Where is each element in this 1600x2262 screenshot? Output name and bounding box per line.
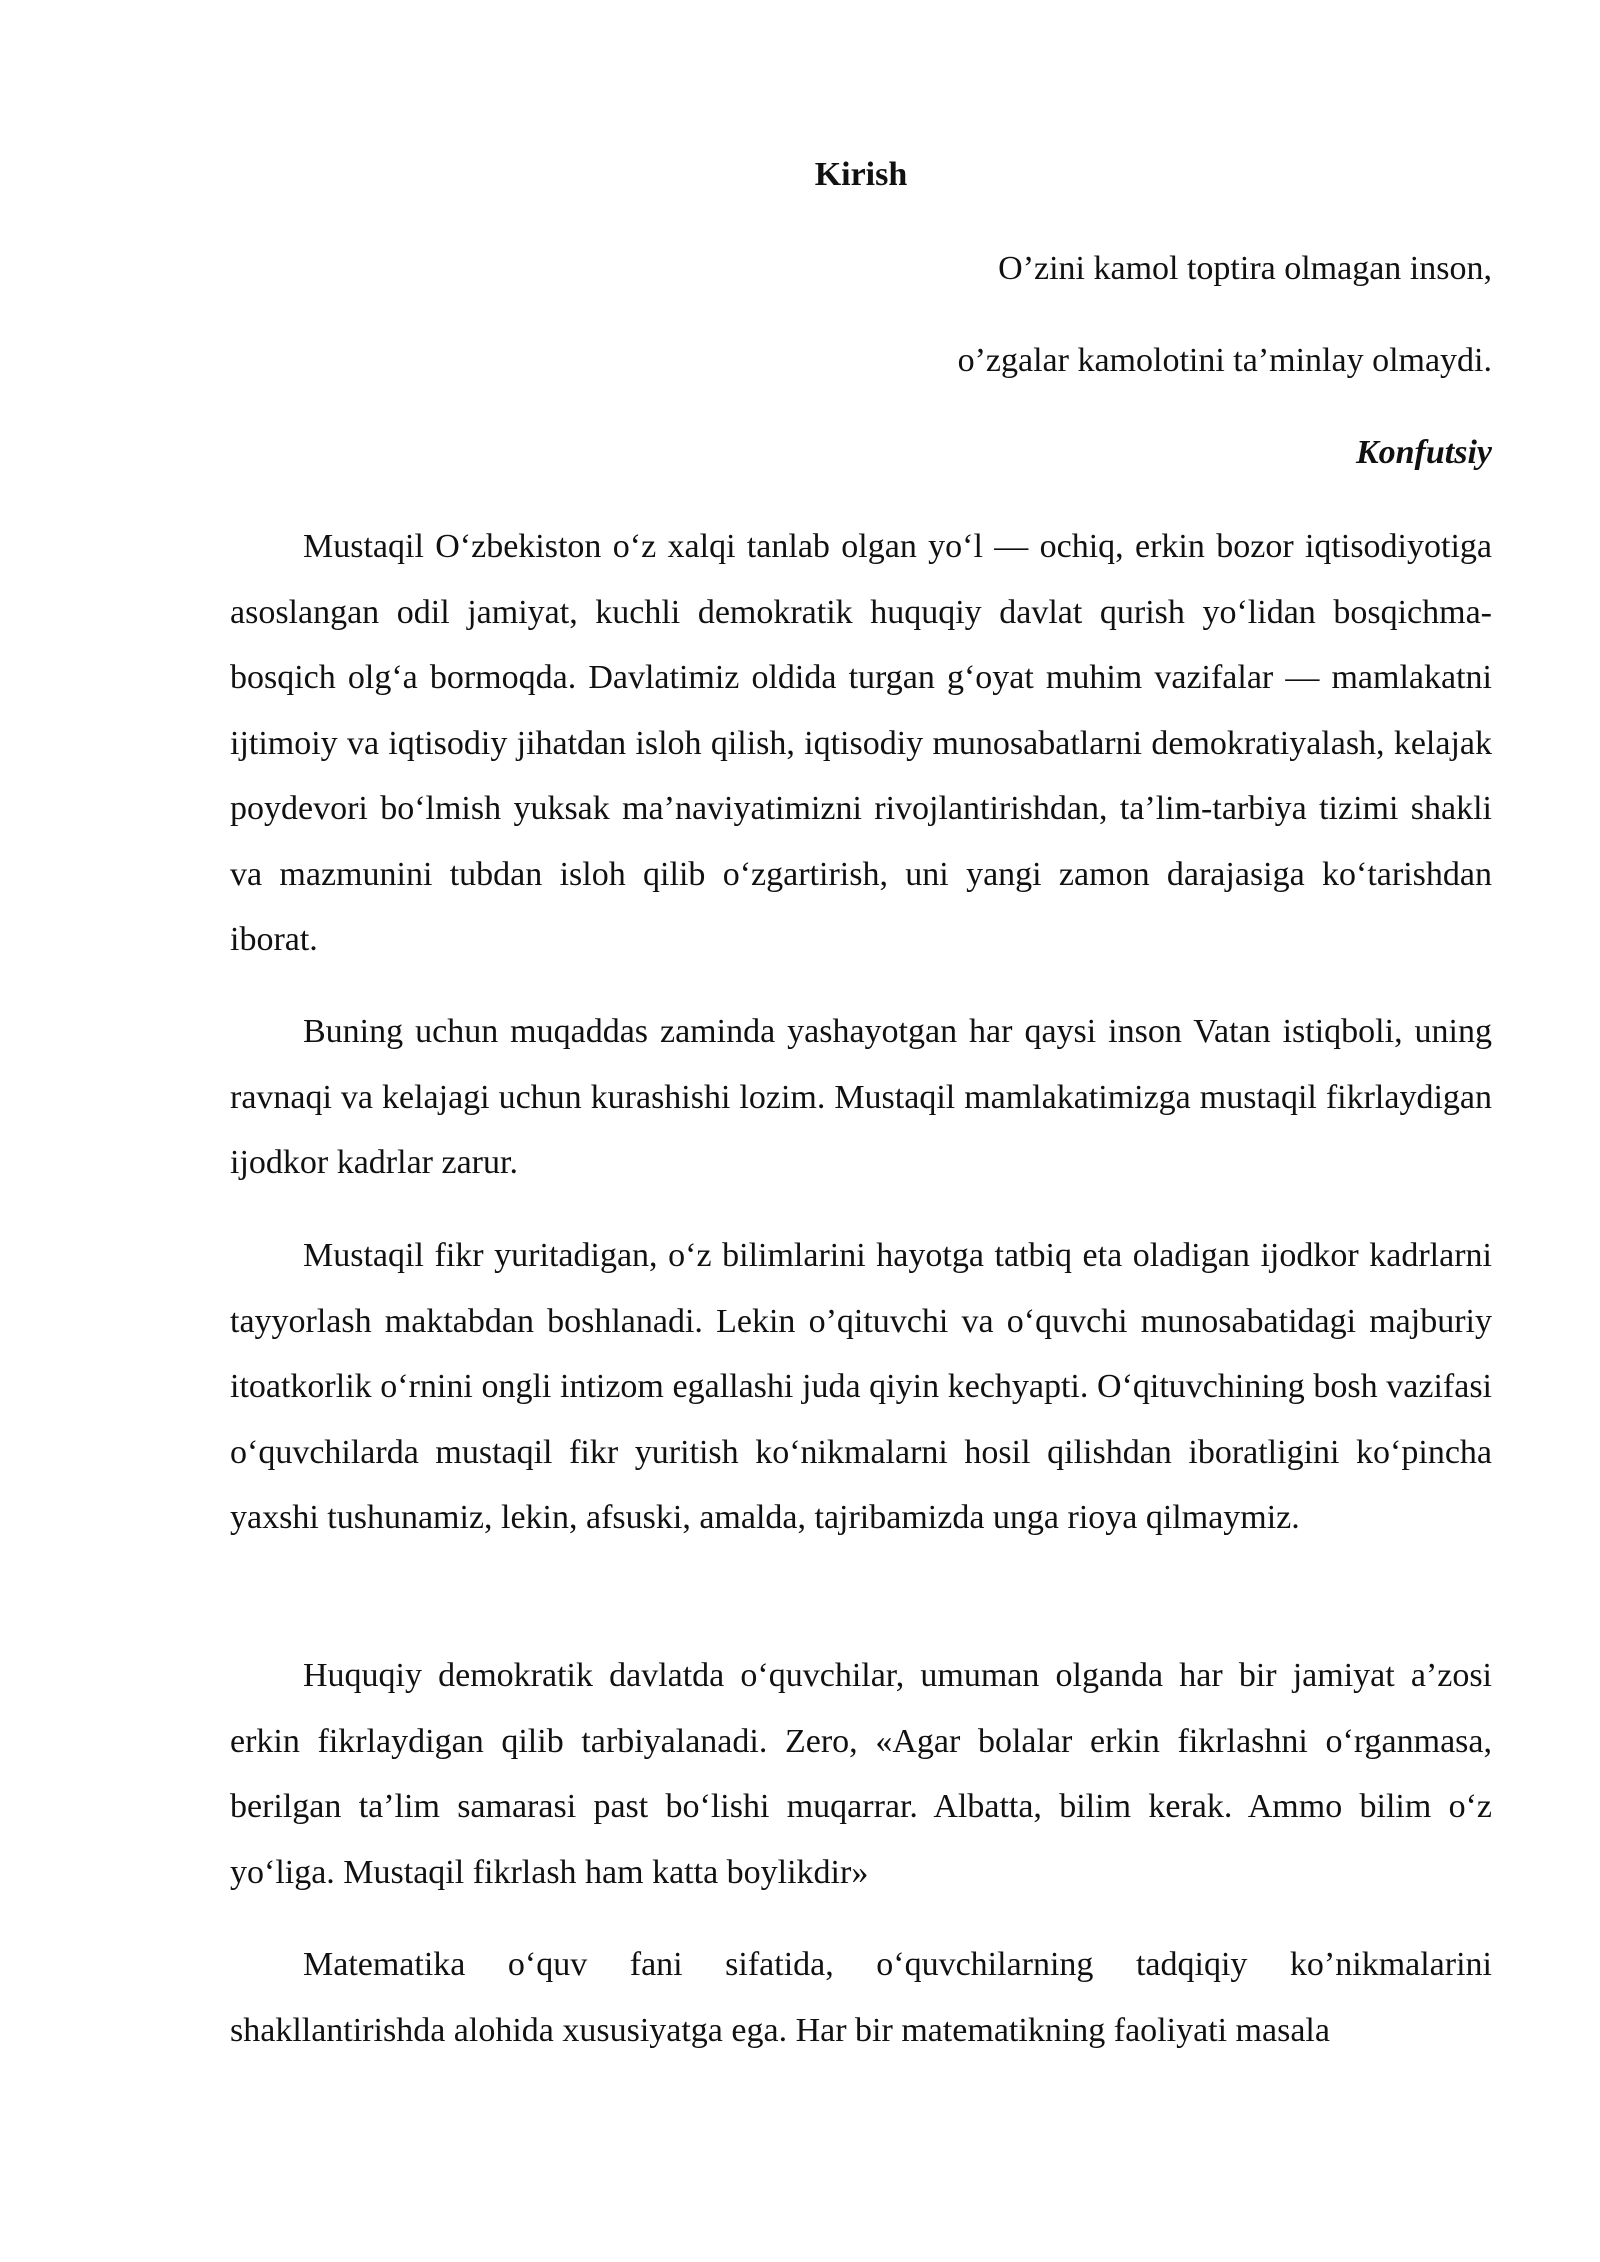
epigraph-author: Konfutsiy <box>1355 434 1492 471</box>
paragraph-5: Matematika o‘quv fani sifatida, o‘quvchilarning tadqiqiy ko’nikmalarini shakllantirishda alohida xususiyatga ega. Har bir matematikning faoliyati masala <box>230 1946 1492 2049</box>
epigraph-line-2: o’zgalar kamolotini ta’minlay olmaydi. <box>957 342 1492 379</box>
page-title: Kirish <box>814 156 908 193</box>
paragraph-4: Huquqiy demokratik davlatda o‘quvchilar, umuman olganda har bir jamiyat a’zosi erkin fikrlaydigan qilib tarbiyalanadi. Zero, «Agar bolalar erkin fikrlashni o‘rganmasa, berilgan ta’lim samarasi past bo‘lishi muqarrar. Albatta, bilim kerak. Ammo bilim o‘z yo‘liga. Mustaqil fikrlash ham katta boylikdir» <box>230 1657 1492 1891</box>
paragraph-3: Mustaqil fikr yuritadigan, o‘z bilimlarini hayotga tatbiq eta oladigan ijodkor kadrlarni tayyorlash maktabdan boshlanadi. Lekin o’qituvchi va o‘quvchi munosabatidagi majburiy itoatkorlik o‘rnini ongli intizom egallashi juda qiyin kechyapti. O‘qituvchining bosh vazifasi o‘quvchilarda mustaqil fikr yuritish ko‘nikmalarni hosil qilishdan iboratligini ko‘pincha yaxshi tushunamiz, lekin, afsuski, amalda, tajribamizda unga rioya qilmaymiz. <box>230 1237 1492 1536</box>
paragraph-1: Mustaqil O‘zbekiston o‘z xalqi tanlab olgan yo‘l — ochiq, erkin bozor iqtisodiyotiga asoslangan odil jamiyat, kuchli demokratik huquqiy davlat qurish yo‘lidan bosqichma-bosqich olg‘a bormoqda. Davlatimiz oldida turgan g‘oyat muhim vazifalar — mamlakatni ijtimoiy va iqtisodiy jihatdan isloh qilish, iqtisodiy munosabatlarni demokratiyalash, kelajak poydevori bo‘lmish yuksak ma’naviyatimizni rivojlantirishdan, ta’lim-tarbiya tizimi shakli va mazmunini tubdan isloh qilib o‘zgartirish, uni yangi zamon darajasiga ko‘tarishdan iborat. <box>230 528 1492 958</box>
epigraph-line-1: O’zini kamol toptira olmagan inson, <box>998 250 1492 287</box>
paragraph-2: Buning uchun muqaddas zaminda yashayotgan har qaysi inson Vatan istiqboli, uning ravnaqi va kelajagi uchun kurashishi lozim. Mustaqil mamlakatimizga mustaqil fikrlaydigan ijodkor kadrlar zarur. <box>230 1013 1492 1181</box>
